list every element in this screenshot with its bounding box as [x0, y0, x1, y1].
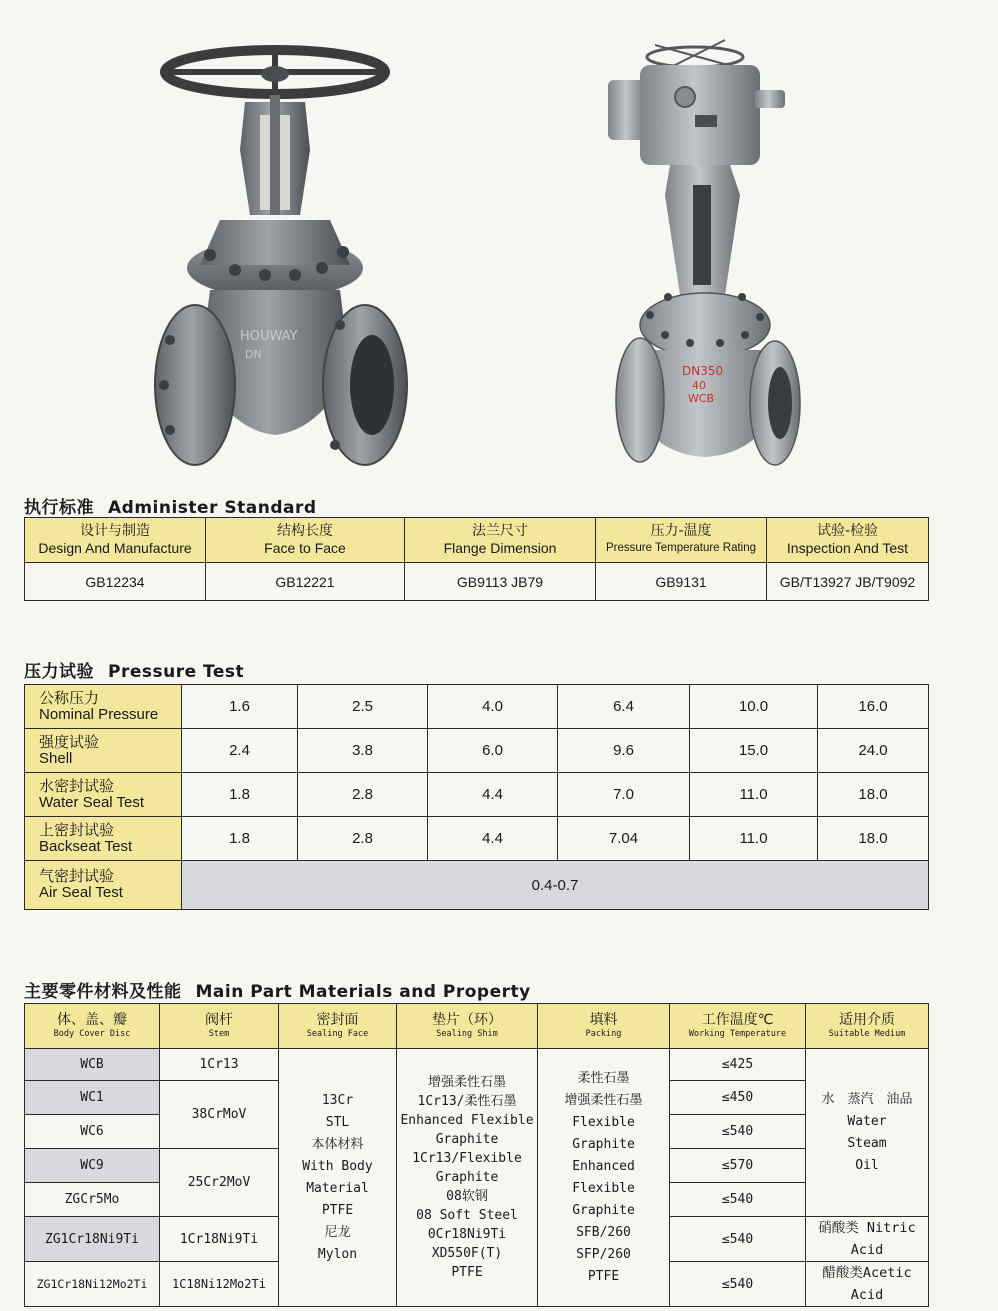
medium-nitric: 硝酸类 Nitric Acid	[806, 1217, 929, 1262]
temperature-value: ≤540	[670, 1262, 806, 1307]
standard-heading	[24, 493, 317, 518]
pressure-row-label: 水密封试验 Water Seal Test	[25, 773, 182, 817]
pressure-value: 4.4	[428, 817, 558, 861]
materials-header-cell: 工作温度℃ Working Temperature	[670, 1004, 806, 1049]
valve-marking: HOUWAY	[240, 329, 298, 344]
pressure-row	[25, 861, 929, 910]
standard-value-row	[25, 563, 929, 601]
packing-cell: 柔性石墨 增强柔性石墨 Flexible Graphite Enhanced Flexible Graphite SFB/260 SFP/260 PTFE	[538, 1049, 670, 1307]
medium-acetic: 醋酸类Acetic Acid	[806, 1262, 929, 1307]
stem-material: 25Cr2MoV	[160, 1149, 279, 1217]
materials-row	[25, 1049, 929, 1081]
pressure-value: 1.6	[182, 685, 298, 729]
materials-heading	[24, 977, 531, 1002]
electric-gate-valve-image	[600, 35, 810, 475]
pressure-value: 3.8	[298, 729, 428, 773]
pressure-value: 2.5	[298, 685, 428, 729]
pressure-value: 18.0	[818, 817, 929, 861]
standard-value-cell: GB9113 JB79	[405, 563, 596, 601]
pressure-value: 2.4	[182, 729, 298, 773]
pressure-row-label: 气密封试验 Air Seal Test	[25, 861, 182, 910]
stem-material: 38CrMoV	[160, 1081, 279, 1149]
temperature-value: ≤570	[670, 1149, 806, 1183]
standard-value-cell: GB12234	[25, 563, 206, 601]
temperature-value: ≤540	[670, 1183, 806, 1217]
stem-material: 1Cr13	[160, 1049, 279, 1081]
valve-marking: 40	[692, 379, 706, 392]
pressure-value: 11.0	[690, 773, 818, 817]
pressure-row	[25, 729, 929, 773]
medium-main-cell: 水 蒸汽 油品 Water Steam Oil	[806, 1049, 929, 1217]
standard-header-cell: 试验-检验 Inspection And Test	[767, 518, 929, 563]
pressure-row	[25, 685, 929, 729]
pressure-row-label: 强度试验 Shell	[25, 729, 182, 773]
manual-gate-valve-image	[150, 40, 420, 470]
standard-table	[24, 517, 929, 601]
materials-table	[24, 1003, 929, 1307]
standard-header-row	[25, 518, 929, 563]
materials-header-row	[25, 1004, 929, 1049]
standard-header-cell: 法兰尺寸 Flange Dimension	[405, 518, 596, 563]
pressure-value: 9.6	[558, 729, 690, 773]
sealing-face-cell: 13Cr STL 本体材料 With Body Material PTFE 尼龙 Mylon	[279, 1049, 397, 1307]
standard-heading-en: Administer Standard	[108, 498, 317, 518]
pressure-value: 7.04	[558, 817, 690, 861]
valve-marking: DN	[245, 348, 262, 361]
pressure-row	[25, 817, 929, 861]
valve-marking: DN350	[682, 364, 724, 378]
pressure-value: 11.0	[690, 817, 818, 861]
pressure-row-label: 公称压力 Nominal Pressure	[25, 685, 182, 729]
pressure-value: 4.4	[428, 773, 558, 817]
pressure-heading	[24, 657, 244, 682]
temperature-value: ≤540	[670, 1115, 806, 1149]
temperature-value: ≤540	[670, 1217, 806, 1262]
pressure-row	[25, 773, 929, 817]
pressure-value: 6.4	[558, 685, 690, 729]
standard-heading-zh: 执行标准	[24, 498, 94, 518]
standard-header-cell: 结构长度 Face to Face	[206, 518, 405, 563]
body-material: ZG1Cr18Ni12Mo2Ti	[25, 1262, 160, 1307]
materials-heading-zh: 主要零件材料及性能	[24, 982, 182, 1002]
materials-header-cell: 填料 Packing	[538, 1004, 670, 1049]
pressure-heading-zh: 压力试验	[24, 662, 94, 682]
materials-header-cell: 垫片（环） Sealing Shim	[397, 1004, 538, 1049]
pressure-value: 16.0	[818, 685, 929, 729]
pressure-value: 1.8	[182, 773, 298, 817]
pressure-value: 2.8	[298, 817, 428, 861]
body-material: WC6	[25, 1115, 160, 1149]
pressure-value: 10.0	[690, 685, 818, 729]
standard-value-cell: GB/T13927 JB/T9092	[767, 563, 929, 601]
pressure-value: 18.0	[818, 773, 929, 817]
pressure-heading-en: Pressure Test	[108, 662, 245, 682]
standard-value-cell: GB9131	[596, 563, 767, 601]
materials-header-cell: 密封面 Sealing Face	[279, 1004, 397, 1049]
stem-material: 1C18Ni12Mo2Ti	[160, 1262, 279, 1307]
materials-header-cell: 适用介质 Suitable Medium	[806, 1004, 929, 1049]
body-material: WC1	[25, 1081, 160, 1115]
body-material: WC9	[25, 1149, 160, 1183]
pressure-value: 2.8	[298, 773, 428, 817]
air-seal-value: 0.4-0.7	[182, 861, 929, 910]
temperature-value: ≤450	[670, 1081, 806, 1115]
pressure-value: 24.0	[818, 729, 929, 773]
stem-material: 1Cr18Ni9Ti	[160, 1217, 279, 1262]
pressure-table	[24, 684, 929, 910]
standard-value-cell: GB12221	[206, 563, 405, 601]
body-material: ZGCr5Mo	[25, 1183, 160, 1217]
pressure-value: 1.8	[182, 817, 298, 861]
pressure-value: 6.0	[428, 729, 558, 773]
pressure-row-label: 上密封试验 Backseat Test	[25, 817, 182, 861]
materials-heading-en: Main Part Materials and Property	[195, 982, 531, 1002]
sealing-shim-cell: 增强柔性石墨 1Cr13/柔性石墨 Enhanced Flexible Graphite 1Cr13/Flexible Graphite 08软钢 08 Soft Steel 0Cr18Ni9Ti XD550F(T) PTFE	[397, 1049, 538, 1307]
body-material: ZG1Cr18Ni9Ti	[25, 1217, 160, 1262]
temperature-value: ≤425	[670, 1049, 806, 1081]
standard-header-cell: 设计与制造 Design And Manufacture	[25, 518, 206, 563]
standard-header-cell: 压力-温度 Pressure Temperature Rating	[596, 518, 767, 563]
valve-marking: WCB	[688, 392, 715, 405]
materials-header-cell: 阀杆 Stem	[160, 1004, 279, 1049]
pressure-value: 15.0	[690, 729, 818, 773]
pressure-value: 7.0	[558, 773, 690, 817]
pressure-value: 4.0	[428, 685, 558, 729]
materials-header-cell: 体、盖、瓣 Body Cover Disc	[25, 1004, 160, 1049]
body-material: WCB	[25, 1049, 160, 1081]
